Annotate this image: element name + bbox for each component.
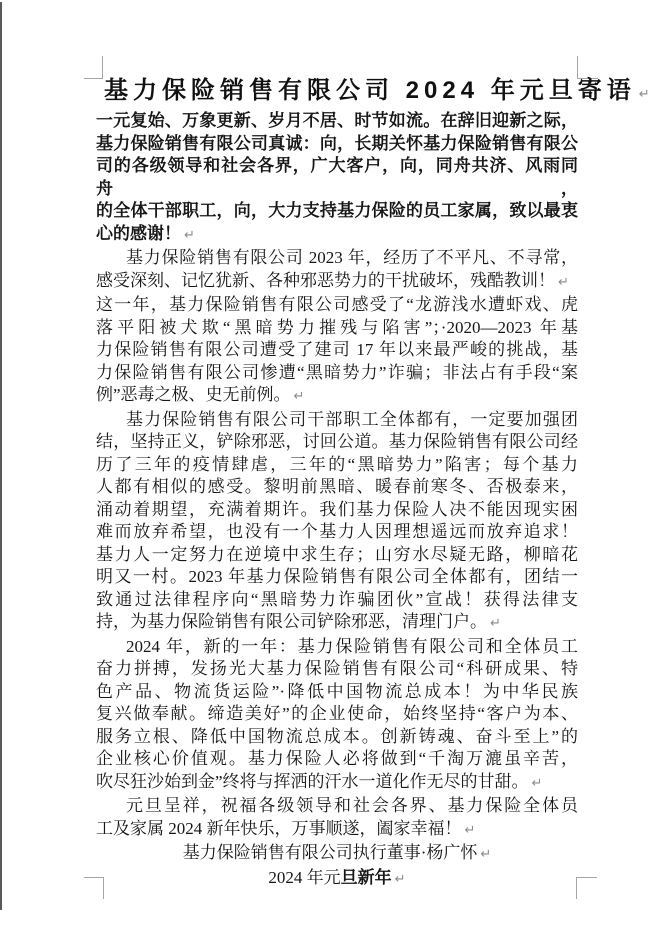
- paragraph: [96, 294, 578, 409]
- paragraph: [96, 636, 578, 796]
- text-line: 难而放弃希望，也没有一个基力人因理想遥远而放弃追求！: [96, 522, 578, 541]
- paragraph-mark-icon: ↵: [558, 274, 569, 290]
- bold-text-segment: 旦新年: [340, 867, 392, 887]
- text-line: [96, 867, 578, 892]
- text-line: 基力保险销售有限公司干部职工全体都有，一定要加强团: [126, 409, 578, 429]
- text-line: 服务立根、降低中国物流总成本。创新铸魂、奋斗至上”的: [96, 726, 578, 746]
- text-line: 历了三年的疫情肆虐，三年的“黑暗势力”陷害；每个基力: [96, 454, 578, 474]
- text-line: 基力保险销售有限公司真诚：向，长期关怀基力保险销售有限公: [96, 133, 578, 153]
- text-line: 结，坚持正义，铲除邪恶，讨回公道。基力保险销售有限公司经: [96, 432, 578, 451]
- text-line: 落平阳被犬欺“黑暗势力摧残与陷害”；·2020—2023 年基: [96, 317, 578, 337]
- text-area: [96, 76, 650, 891]
- document-title: [96, 76, 650, 110]
- text-line: 涌动着期望，充满着期许。我们基力保险人决不能因现实困: [96, 499, 578, 519]
- text-line: 这一年，基力保险销售有限公司感受了“龙游浅水遭虾戏、虎: [96, 295, 578, 314]
- text-segment: 2024 年元: [268, 867, 341, 887]
- text-line: 人都有相似的感受。黎明前黑暗、暖春前寒冬、否极泰来，: [96, 477, 578, 496]
- text-line: 元旦呈祥，祝福各级领导和社会各界、基力保险全体员: [126, 796, 578, 815]
- text-line: 感受深刻、记忆犹新、各种邪恶势力的干扰破坏，残酷教训！ ↵: [96, 270, 569, 290]
- paragraph-mark-icon: ↵: [490, 616, 501, 631]
- text-line: 持，为基力保险销售有限公司铲除邪恶，清理门户。 ↵: [96, 612, 501, 631]
- text-line: 基力保险销售有限公司执行董事·杨广怀 ↵: [182, 843, 492, 862]
- text-line: 的全体干部职工，向，大力支持基力保险的员工家属，致以最衷: [96, 201, 578, 220]
- paragraph: [96, 795, 578, 842]
- crop-mark-bottom-right: [577, 877, 597, 878]
- paragraph-mark-icon: ↵: [293, 389, 305, 404]
- page-edge: [0, 2, 2, 910]
- paragraph: [96, 409, 578, 636]
- paragraph-mark-icon: ↵: [531, 775, 543, 791]
- document-title-text: 基力保险销售有限公司 2024 年元旦寄语: [104, 77, 636, 104]
- paragraph-mark-icon: ↵: [464, 822, 476, 838]
- text-line: 例”恶毒之极、史无前例。 ↵: [96, 385, 305, 404]
- text-line: 力保险销售有限公司惨遭“黑暗势力”诈骗；非法占有手段“案: [96, 362, 578, 382]
- text-line: 力保险销售有限公司遭受了建司 17 年以来最严峻的挑战，基: [96, 340, 578, 359]
- text-line: 司的各级领导和社会各界，广大客户，向，同舟共济、风雨同舟，: [96, 156, 578, 198]
- text-line: 企业核心价值观。基力保险人必将做到“千淘万漉虽辛苦，: [96, 749, 578, 768]
- text-line: 基力人一定努力在逆境中求生存；山穷水尽疑无路，柳暗花: [96, 544, 578, 564]
- paragraph: [96, 110, 578, 247]
- text-line: 吹尽狂沙始到金”终将与挥洒的汗水一道化作无尽的甘甜。 ↵: [96, 771, 543, 791]
- body-paragraphs: [96, 110, 578, 891]
- text-line: 复兴做奉献。缔造美好”的企业使命，始终坚持“客户为本、: [96, 704, 578, 723]
- text-line: 明又一村。2023 年基力保险销售有限公司全体都有，团结一: [96, 567, 578, 586]
- paragraph-mark-icon: ↵: [184, 227, 195, 243]
- paragraph-mark-icon: ↵: [480, 847, 492, 862]
- text-line: 2024 年，新的一年：基力保险销售有限公司和全体员工: [126, 636, 578, 656]
- text-line: 一元复始、万象更新、岁月不居、时节如流。在辞旧迎新之际，: [96, 111, 578, 130]
- text-line: 基力保险销售有限公司 2023 年，经历了不平凡、不寻常，: [126, 248, 578, 267]
- text-line: 色产品、物流货运险”·降低中国物流总成本！为中华民族: [96, 681, 578, 701]
- paragraph: [96, 867, 578, 892]
- text-line: 工及家属 2024 新年快乐，万事顺遂，阖家幸福！ ↵: [96, 818, 476, 838]
- text-line: 致通过法律程序向“黑暗势力诈骗团伙”宣战！获得法律支: [96, 589, 578, 609]
- paragraph: [96, 842, 578, 867]
- paragraph-mark-icon: ↵: [638, 87, 650, 102]
- paragraph-mark-icon: ↵: [394, 871, 406, 887]
- paragraph: [96, 247, 578, 294]
- text-line: 心的感谢！ ↵: [96, 223, 195, 243]
- text-line: 奋力拼搏，发扬光大基力保险销售有限公司“科研成果、特: [96, 659, 578, 678]
